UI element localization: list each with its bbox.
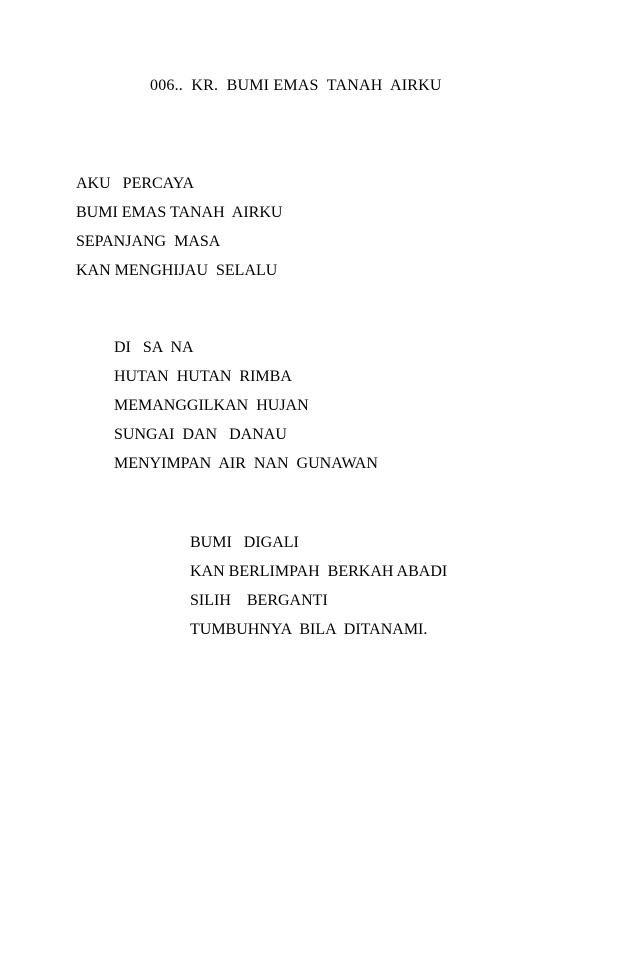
poem-line: MENYIMPAN AIR NAN GUNAWAN (114, 455, 378, 472)
poem-line: BUMI EMAS TANAH AIRKU (76, 204, 283, 221)
poem-line: SUNGAI DAN DANAU (114, 426, 287, 443)
poem-line: AKU PERCAYA (76, 175, 195, 192)
poem-line: MEMANGGILKAN HUJAN (114, 397, 309, 414)
poem-line: DI SA NA (114, 339, 194, 356)
poem-line: HUTAN HUTAN RIMBA (114, 368, 292, 385)
poem-line: SEPANJANG MASA (76, 233, 221, 250)
poem-line: SILIH BERGANTI (190, 592, 328, 609)
poem-line: KAN MENGHIJAU SELALU (76, 262, 278, 279)
poem-line: TUMBUHNYA BILA DITANAMI. (190, 621, 428, 638)
poem-line: KAN BERLIMPAH BERKAH ABADI (190, 563, 448, 580)
stanza-1 (76, 169, 282, 285)
poem-title: 006.. KR. BUMI EMAS TANAH AIRKU (150, 77, 442, 94)
stanza-3 (190, 528, 447, 644)
stanza-2 (114, 333, 378, 478)
poem-line: BUMI DIGALI (190, 534, 299, 551)
